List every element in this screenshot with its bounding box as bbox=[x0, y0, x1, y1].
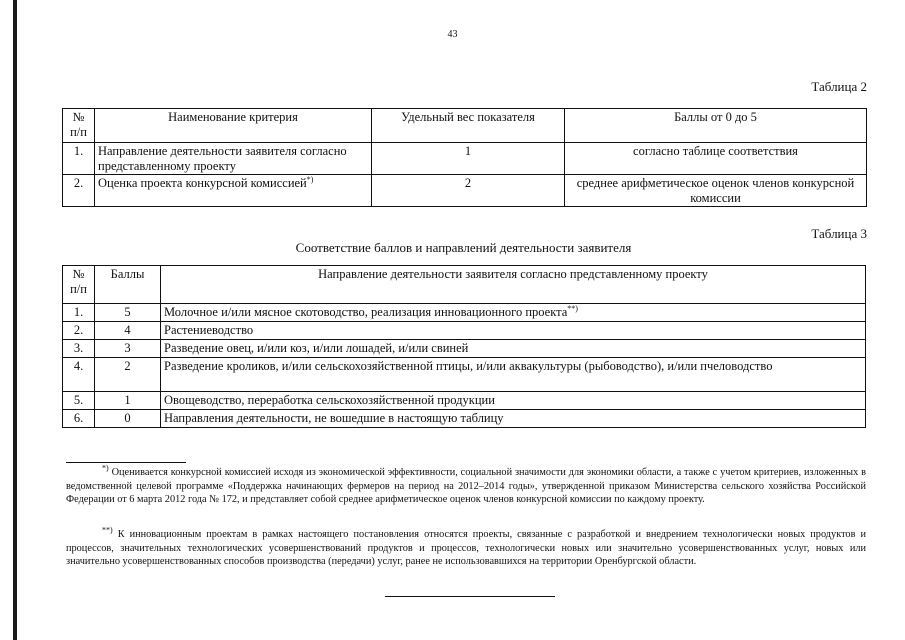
table-row bbox=[63, 410, 866, 428]
row-score: согласно таблице соответствия bbox=[565, 143, 867, 175]
row-num: 6. bbox=[63, 410, 95, 428]
row-criterion bbox=[95, 175, 372, 207]
row-num: 1. bbox=[63, 304, 95, 322]
table-row bbox=[63, 358, 866, 392]
scores-table bbox=[62, 265, 866, 428]
header-score: Баллы от 0 до 5 bbox=[565, 109, 867, 143]
footnote-marker: **) bbox=[102, 525, 113, 535]
table2-label: Таблица 2 bbox=[811, 79, 867, 94]
row-score: 5 bbox=[95, 304, 161, 322]
header-direction: Направление деятельности заявителя согласно представленному проекту bbox=[161, 266, 866, 304]
page-number: 43 bbox=[447, 29, 458, 40]
scan-edge-bar bbox=[13, 0, 17, 640]
row-direction: Овощеводство, переработка сельскохозяйственной продукции bbox=[161, 392, 866, 410]
row-direction: Разведение овец, и/или коз, и/или лошадей, и/или свиней bbox=[161, 340, 866, 358]
table-header-row bbox=[63, 266, 866, 304]
row-score: 1 bbox=[95, 392, 161, 410]
direction-text: Молочное и/или мясное скотоводство, реализация инновационного проекта bbox=[164, 305, 568, 319]
footnote-text: Оценивается конкурсной комиссией исходя из экономической эффективности, социальной значимости для экономики области, а также с учетом критериев, изложенных в ведомственной целевой программе «Поддержка начинающих фермеров на период на 2012–2014 годы», утвержденной приказом Министерства сельского хозяйства Российской Федерации от 6 марта 2012 года № 172, и представляет собой среднее арифметическое оценок членов конкурсной комиссии по каждому проекту. bbox=[66, 467, 866, 505]
row-weight: 1 bbox=[372, 143, 565, 175]
table-row bbox=[63, 304, 866, 322]
table-row bbox=[63, 175, 867, 207]
row-score: 4 bbox=[95, 322, 161, 340]
row-num: 5. bbox=[63, 392, 95, 410]
row-direction bbox=[161, 304, 866, 322]
footnote-marker: *) bbox=[102, 463, 109, 473]
row-num: 4. bbox=[63, 358, 95, 392]
criteria-table bbox=[62, 108, 867, 207]
footnote-1 bbox=[66, 463, 866, 507]
table-row bbox=[63, 322, 866, 340]
row-num: 3. bbox=[63, 340, 95, 358]
row-weight: 2 bbox=[372, 175, 565, 207]
footnote-separator bbox=[66, 462, 186, 463]
end-separator bbox=[385, 596, 555, 597]
header-num: № п/п bbox=[63, 266, 95, 304]
row-score: 0 bbox=[95, 410, 161, 428]
footnote-text: К инновационным проектам в рамках настоящего постановления относятся проекты, связанные с разработкой и внедрением технологически новых продуктов и процессов, значительных технологических усовершенствований продуктов и процессов, технологически новых или значительно усовершенствованных услуг, новых или значительно усовершенствованных способов производства (передачи) услуг, ранее не использовавшихся на территории Оренбургской области. bbox=[66, 529, 866, 567]
table-row bbox=[63, 392, 866, 410]
header-weight: Удельный вес показателя bbox=[372, 109, 565, 143]
row-criterion: Направление деятельности заявителя согласно представленному проекту bbox=[95, 143, 372, 175]
criterion-text: Оценка проекта конкурсной комиссией bbox=[98, 176, 307, 190]
table-row bbox=[63, 143, 867, 175]
table3-label: Таблица 3 bbox=[811, 226, 867, 241]
header-num: № п/п bbox=[63, 109, 95, 143]
row-num: 1. bbox=[63, 143, 95, 175]
table-row bbox=[63, 340, 866, 358]
row-num: 2. bbox=[63, 175, 95, 207]
header-criterion: Наименование критерия bbox=[95, 109, 372, 143]
row-direction: Направления деятельности, не вошедшие в настоящую таблицу bbox=[161, 410, 866, 428]
row-direction: Растениеводство bbox=[161, 322, 866, 340]
row-score: 2 bbox=[95, 358, 161, 392]
table3-caption: Соответствие баллов и направлений деятельности заявителя bbox=[295, 240, 632, 255]
footnote-2 bbox=[66, 525, 866, 569]
table-header-row bbox=[63, 109, 867, 143]
footnote-marker: *) bbox=[306, 174, 314, 184]
header-score: Баллы bbox=[95, 266, 161, 304]
row-num: 2. bbox=[63, 322, 95, 340]
row-score: среднее арифметическое оценок членов конкурсной комиссии bbox=[565, 175, 867, 207]
row-score: 3 bbox=[95, 340, 161, 358]
row-direction: Разведение кроликов, и/или сельскохозяйственной птицы, и/или аквакультуры (рыбоводство), и/или пчеловодство bbox=[161, 358, 866, 392]
footnote-marker: **) bbox=[567, 303, 578, 313]
